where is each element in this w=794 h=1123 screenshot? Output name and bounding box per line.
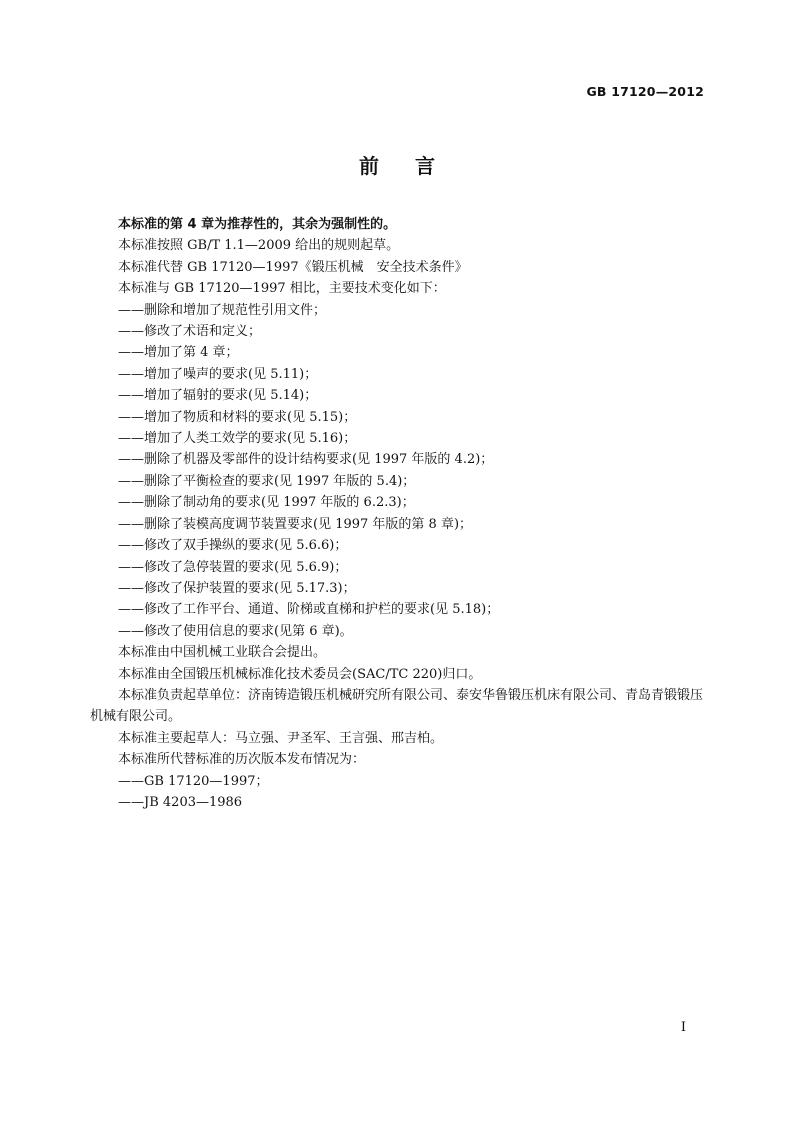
list-item: ——修改了术语和定义； bbox=[118, 324, 262, 340]
list-item: ——JB 4203—1986 bbox=[118, 794, 243, 810]
history-list bbox=[90, 771, 704, 814]
page-number: I bbox=[680, 1020, 686, 1035]
paragraph-drafters: 本标准主要起草人：马立强、尹圣军、王言强、邢吉柏。 bbox=[118, 730, 444, 746]
list-item: ——增加了第 4 章； bbox=[118, 345, 239, 361]
standard-code: GB 17120—2012 bbox=[586, 84, 704, 99]
list-item: ——删除了机器及零部件的设计结构要求(见 1997 年版的 4.2)； bbox=[118, 452, 494, 468]
list-item: ——删除和增加了规范性引用文件； bbox=[118, 302, 327, 318]
page-title: 前言 bbox=[359, 154, 471, 178]
list-item: ——增加了噪声的要求(见 5.11)； bbox=[118, 366, 318, 382]
list-item: ——修改了保护装置的要求(见 5.17.3)； bbox=[118, 580, 356, 596]
paragraph-history: 本标准所代替标准的历次版本发布情况为： bbox=[118, 752, 366, 768]
list-item: ——删除了制动角的要求(见 1997 年版的 6.2.3)； bbox=[118, 495, 415, 511]
paragraph-technical-committee: 本标准由全国锻压机械标准化技术委员会(SAC/TC 220)归口。 bbox=[118, 666, 482, 682]
list-item: ——修改了使用信息的要求(见第 6 章)。 bbox=[118, 623, 353, 639]
list-item: ——增加了物质和材料的要求(见 5.15)； bbox=[118, 409, 357, 425]
paragraph-proposer: 本标准由中国机械工业联合会提出。 bbox=[118, 645, 327, 661]
paragraph-changes-intro: 本标准与 GB 17120—1997 相比，主要技术变化如下： bbox=[118, 281, 446, 297]
list-item: ——增加了人类工效学的要求(见 5.16)； bbox=[118, 431, 357, 447]
list-item: ——GB 17120—1997； bbox=[118, 773, 269, 789]
paragraph-drafting-units: 本标准负责起草单位：济南铸造锻压机械研究所有限公司、泰安华鲁锻压机床有限公司、青岛青锻锻压机械有限公司。 bbox=[90, 687, 704, 725]
list-item: ——删除了装模高度调节装置要求(见 1997 年版的第 8 章)； bbox=[118, 516, 473, 532]
paragraph-replaces: 本标准代替 GB 17120—1997《锻压机械 安全技术条件》 bbox=[118, 259, 468, 275]
list-item: ——修改了工作平台、通道、阶梯或直梯和护栏的要求(见 5.18)； bbox=[118, 602, 500, 618]
paragraph-drafting-rules: 本标准按照 GB/T 1.1—2009 给出的规则起草。 bbox=[118, 238, 400, 254]
changes-list bbox=[90, 300, 704, 643]
list-item: ——删除了平衡检查的要求(见 1997 年版的 5.4)； bbox=[118, 473, 416, 489]
document-body bbox=[90, 214, 704, 813]
list-item: ——增加了辐射的要求(见 5.14)； bbox=[118, 388, 318, 404]
paragraph-recommended-chapter: 本标准的第 4 章为推荐性的，其余为强制性的。 bbox=[118, 217, 397, 232]
list-item: ——修改了急停装置的要求(见 5.6.9)； bbox=[118, 559, 348, 575]
list-item: ——修改了双手操纵的要求(见 5.6.6)； bbox=[118, 538, 348, 554]
